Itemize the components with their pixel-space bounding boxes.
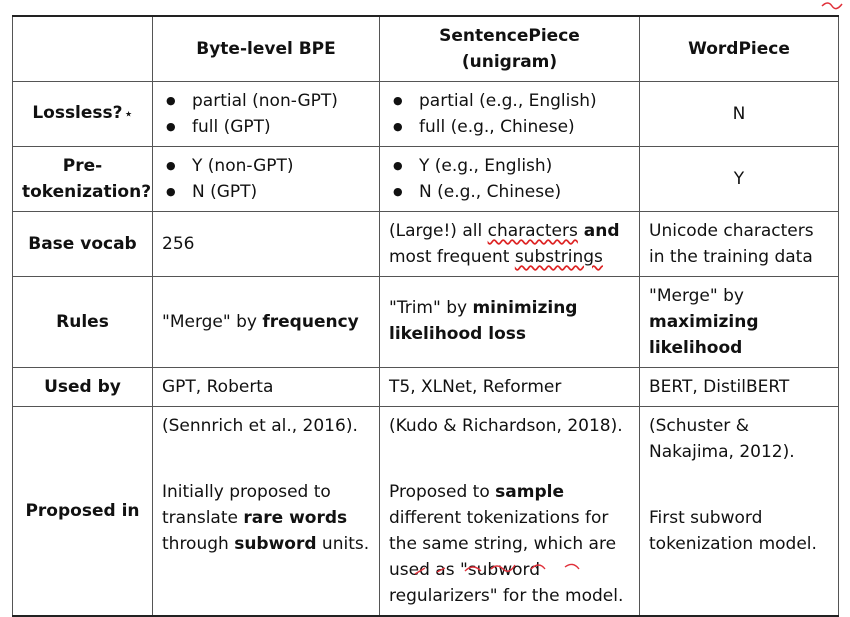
text-span: Proposed to (389, 482, 496, 502)
text-span: "Merge" by (162, 312, 263, 332)
text-span: "Trim" by (389, 298, 473, 318)
text-span: First subword tokenization model. (649, 508, 817, 554)
cell-rules-bpe (153, 277, 380, 368)
cell-pretok-sp (380, 147, 640, 212)
row-label-base-vocab: Base vocab (13, 212, 153, 277)
header-row (13, 16, 839, 82)
list-item: ● N (e.g., Chinese) (389, 179, 630, 205)
text-span: "Merge" by (649, 286, 744, 306)
list-item: ● Y (e.g., English) (389, 153, 630, 179)
text-span: substrings (514, 247, 603, 267)
cell-rules-sp (380, 277, 640, 368)
row-pretokenization (13, 147, 839, 212)
text-span: units. (316, 534, 370, 554)
row-label-proposed-in: Proposed in (13, 407, 153, 617)
text-span: sample (495, 482, 564, 502)
list-item: ● full (GPT) (162, 114, 370, 140)
text-span: maximizing likelihood (649, 312, 759, 358)
text-span: (Large!) all (389, 221, 488, 241)
cell-lossless-wp: N (640, 82, 839, 147)
cell-pretok-bpe (153, 147, 380, 212)
row-label-pretokenization: Pre-tokenization? (13, 147, 153, 212)
text-span: frequency (262, 312, 359, 332)
header-blank (13, 16, 153, 82)
cell-proposed-wp (640, 407, 839, 617)
text-span: minimizing likelihood loss (389, 298, 578, 344)
list-item: ● Y (non-GPT) (162, 153, 370, 179)
cell-pretok-wp: Y (640, 147, 839, 212)
cell-lossless-sp (380, 82, 640, 147)
cell-vocab-bpe: 256 (153, 212, 380, 277)
header-sentencepiece: SentencePiece (unigram) (380, 16, 640, 82)
citation: (Kudo & Richardson, 2018). (389, 416, 623, 436)
lossless-label: Lossless? (32, 103, 123, 123)
cell-used-wp: BERT, DistilBERT (640, 368, 839, 407)
citation: (Sennrich et al., 2016). (162, 416, 358, 436)
text-span: Initially proposed to translate (162, 482, 331, 528)
text-span: subword (234, 534, 317, 554)
header-wordpiece: WordPiece (640, 16, 839, 82)
row-base-vocab (13, 212, 839, 277)
cell-vocab-wp: Unicode characters in the training data (640, 212, 839, 277)
cell-proposed-sp (380, 407, 640, 617)
cell-rules-wp (640, 277, 839, 368)
text-span: and (577, 221, 620, 241)
cell-used-bpe: GPT, Roberta (153, 368, 380, 407)
text-span: rare words (243, 508, 348, 528)
text-span: characters (487, 221, 578, 241)
row-label-rules: Rules (13, 277, 153, 368)
cell-lossless-bpe (153, 82, 380, 147)
row-label-used-by: Used by (13, 368, 153, 407)
cell-vocab-sp (380, 212, 640, 277)
list-item: ● partial (non-GPT) (162, 88, 370, 114)
row-label-lossless (13, 82, 153, 147)
text-span: most frequent (389, 247, 515, 267)
row-rules (13, 277, 839, 368)
list-item: ● N (GPT) (162, 179, 370, 205)
row-proposed-in (13, 407, 839, 617)
text-span: different tokenizations for the same string, which are used as "subword regularizers" for the model. (389, 508, 624, 606)
comparison-table (12, 15, 839, 617)
cell-used-sp: T5, XLNet, Reformer (380, 368, 640, 407)
header-bpe: Byte-level BPE (153, 16, 380, 82)
list-item: ● full (e.g., Chinese) (389, 114, 630, 140)
cell-proposed-bpe (153, 407, 380, 617)
text-span: through (162, 534, 235, 554)
list-item: ● partial (e.g., English) (389, 88, 630, 114)
star-icon: ⋆ (124, 107, 133, 122)
row-used-by (13, 368, 839, 407)
citation: (Schuster & Nakajima, 2012). (649, 416, 795, 462)
row-lossless (13, 82, 839, 147)
